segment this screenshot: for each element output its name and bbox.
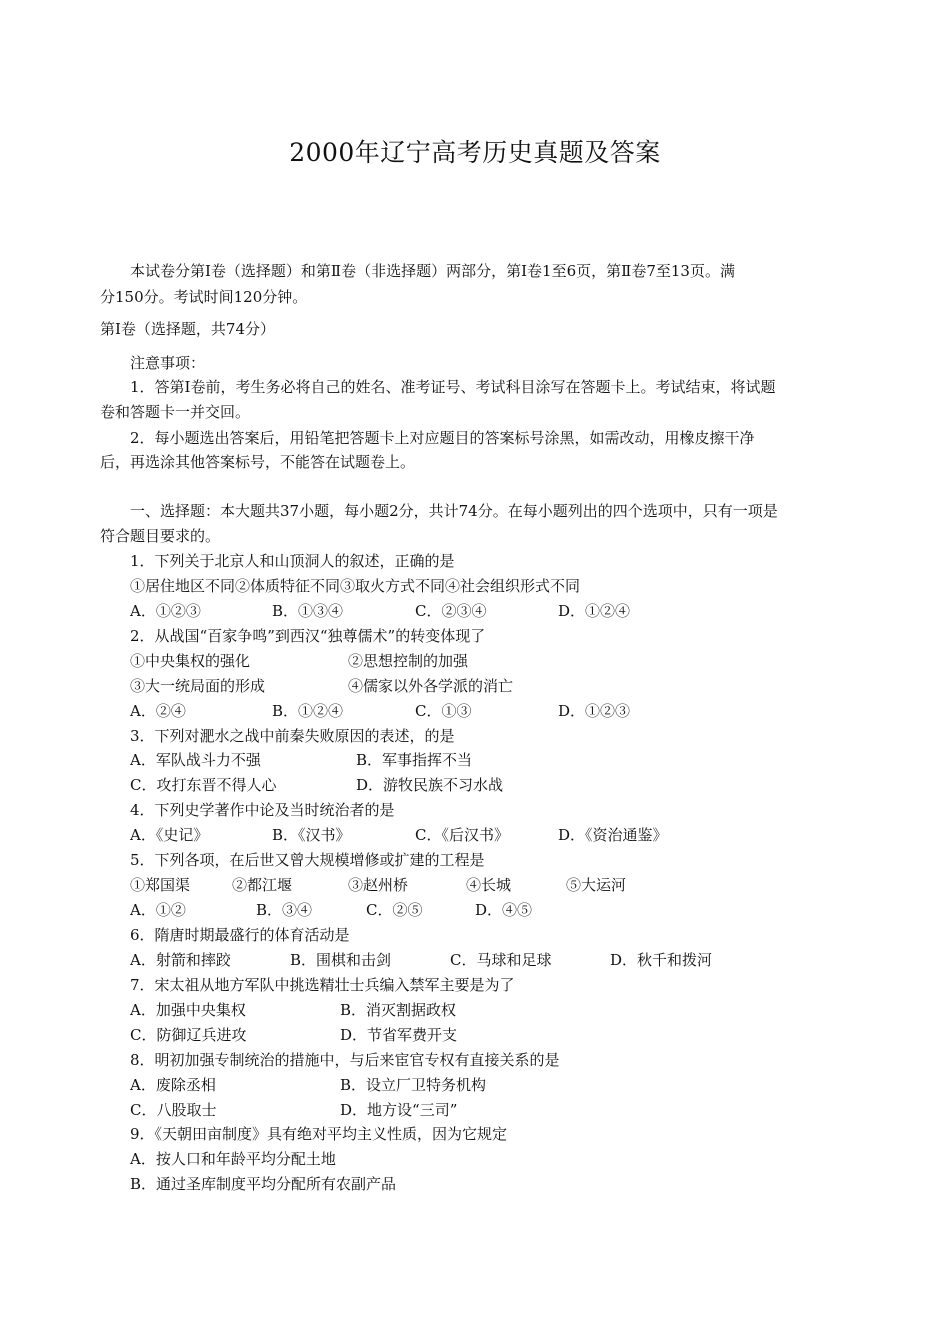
section1-instructions-cont: 符合题目要求的。 xyxy=(100,527,221,545)
question-5-stem: 5．下列各项，在后世又曾大规模增修或扩建的工程是 xyxy=(130,851,485,869)
option-a: A．①② xyxy=(130,901,186,919)
item-4: ④长城 xyxy=(466,876,512,894)
option-b: B．消灭割据政权 xyxy=(340,1001,457,1019)
question-4-stem: 4．下列史学著作中论及当时统治者的是 xyxy=(130,801,395,819)
question-7-stem: 7．宋太祖从地方军队中挑选精壮士兵编入禁军主要是为了 xyxy=(130,976,515,994)
option-d: D．秋千和拨河 xyxy=(610,951,713,969)
option-a: A．②④ xyxy=(130,702,186,720)
item-1: ①中央集权的强化 xyxy=(130,652,251,670)
option-d: D．④⑤ xyxy=(475,901,533,919)
question-9-option-b: B．通过圣库制度平均分配所有农副产品 xyxy=(130,1175,397,1193)
notice-item-1-cont: 卷和答题卡一并交回。 xyxy=(100,403,251,421)
item-1: ①郑国渠 xyxy=(130,876,191,894)
option-c: C．②③④ xyxy=(415,602,487,620)
question-2-stem: 2．从战国“百家争鸣”到西汉“独尊儒术”的转变体现了 xyxy=(130,627,486,645)
option-d: D．节省军费开支 xyxy=(340,1026,458,1044)
option-a: A．《史记》 xyxy=(130,826,209,844)
option-d: D．《资治通鉴》 xyxy=(558,826,668,844)
option-b: B．①③④ xyxy=(272,602,344,620)
option-b: B．围棋和击剑 xyxy=(290,951,392,969)
question-1-items: ①居住地区不同②体质特征不同③取火方式不同④社会组织形式不同 xyxy=(130,577,581,595)
option-d: D．地方设“三司” xyxy=(340,1101,458,1119)
option-b: B．①②④ xyxy=(272,702,344,720)
section1-instructions: 一、选择题：本大题共37小题，每小题2分，共计74分。在每小题列出的四个选项中，只有一项是 xyxy=(130,502,778,520)
option-c: C．②⑤ xyxy=(366,901,423,919)
option-c: C．马球和足球 xyxy=(450,951,552,969)
question-1-stem: 1．下列关于北京人和山顶洞人的叙述，正确的是 xyxy=(130,552,455,570)
option-a: A．①②③ xyxy=(130,602,201,620)
option-a: A．加强中央集权 xyxy=(130,1001,246,1019)
option-d: D．①②③ xyxy=(558,702,631,720)
item-5: ⑤大运河 xyxy=(566,876,627,894)
option-a: A．废除丞相 xyxy=(130,1076,216,1094)
intro-line-2: 分150分。考试时间120分钟。 xyxy=(100,288,308,306)
notice-item-1: 1．答第Ⅰ卷前，考生务必将自己的姓名、准考证号、考试科目涂写在答题卡上。考试结束，将试题 xyxy=(130,378,776,396)
question-9-option-a: A．按人口和年龄平均分配土地 xyxy=(130,1150,336,1168)
part1-heading: 第Ⅰ卷（选择题，共74分） xyxy=(100,320,276,338)
option-a: A．射箭和摔跤 xyxy=(130,951,231,969)
question-9-stem: 9．《天朝田亩制度》具有绝对平均主义性质，因为它规定 xyxy=(130,1125,508,1143)
option-b: B．《汉书》 xyxy=(272,826,351,844)
page-title: 2000年辽宁高考历史真题及答案 xyxy=(289,138,661,167)
question-8-stem: 8．明初加强专制统治的措施中，与后来宦官专权有直接关系的是 xyxy=(130,1051,560,1069)
notice-item-2-cont: 后，再选涂其他答案标号，不能答在试题卷上。 xyxy=(100,453,416,471)
option-b: B．军事指挥不当 xyxy=(356,751,473,769)
notice-heading: 注意事项： xyxy=(130,354,206,372)
option-c: C．①③ xyxy=(415,702,472,720)
question-3-stem: 3．下列对淝水之战中前秦失败原因的表述，的是 xyxy=(130,727,455,745)
intro-line-1: 本试卷分第Ⅰ卷（选择题）和第Ⅱ卷（非选择题）两部分，第Ⅰ卷1至6页，第Ⅱ卷7至13页。满 xyxy=(130,262,735,280)
item-2: ②思想控制的加强 xyxy=(348,652,469,670)
option-b: B．设立厂卫特务机构 xyxy=(340,1076,487,1094)
question-6-stem: 6．隋唐时期最盛行的体育活动是 xyxy=(130,926,350,944)
option-c: C．《后汉书》 xyxy=(415,826,509,844)
option-c: C．防御辽兵进攻 xyxy=(130,1026,247,1044)
option-b: B．③④ xyxy=(256,901,313,919)
item-4: ④儒家以外各学派的消亡 xyxy=(348,677,514,695)
option-c: C．攻打东晋不得人心 xyxy=(130,776,277,794)
option-d: D．游牧民族不习水战 xyxy=(356,776,504,794)
item-2: ②都江堰 xyxy=(232,876,293,894)
option-a: A．军队战斗力不强 xyxy=(130,751,261,769)
option-c: C．八股取士 xyxy=(130,1101,217,1119)
option-d: D．①②④ xyxy=(558,602,631,620)
item-3: ③大一统局面的形成 xyxy=(130,677,266,695)
item-3: ③赵州桥 xyxy=(348,876,409,894)
notice-item-2: 2．每小题选出答案后，用铅笔把答题卡上对应题目的答案标号涂黑，如需改动，用橡皮擦干净 xyxy=(130,429,755,447)
